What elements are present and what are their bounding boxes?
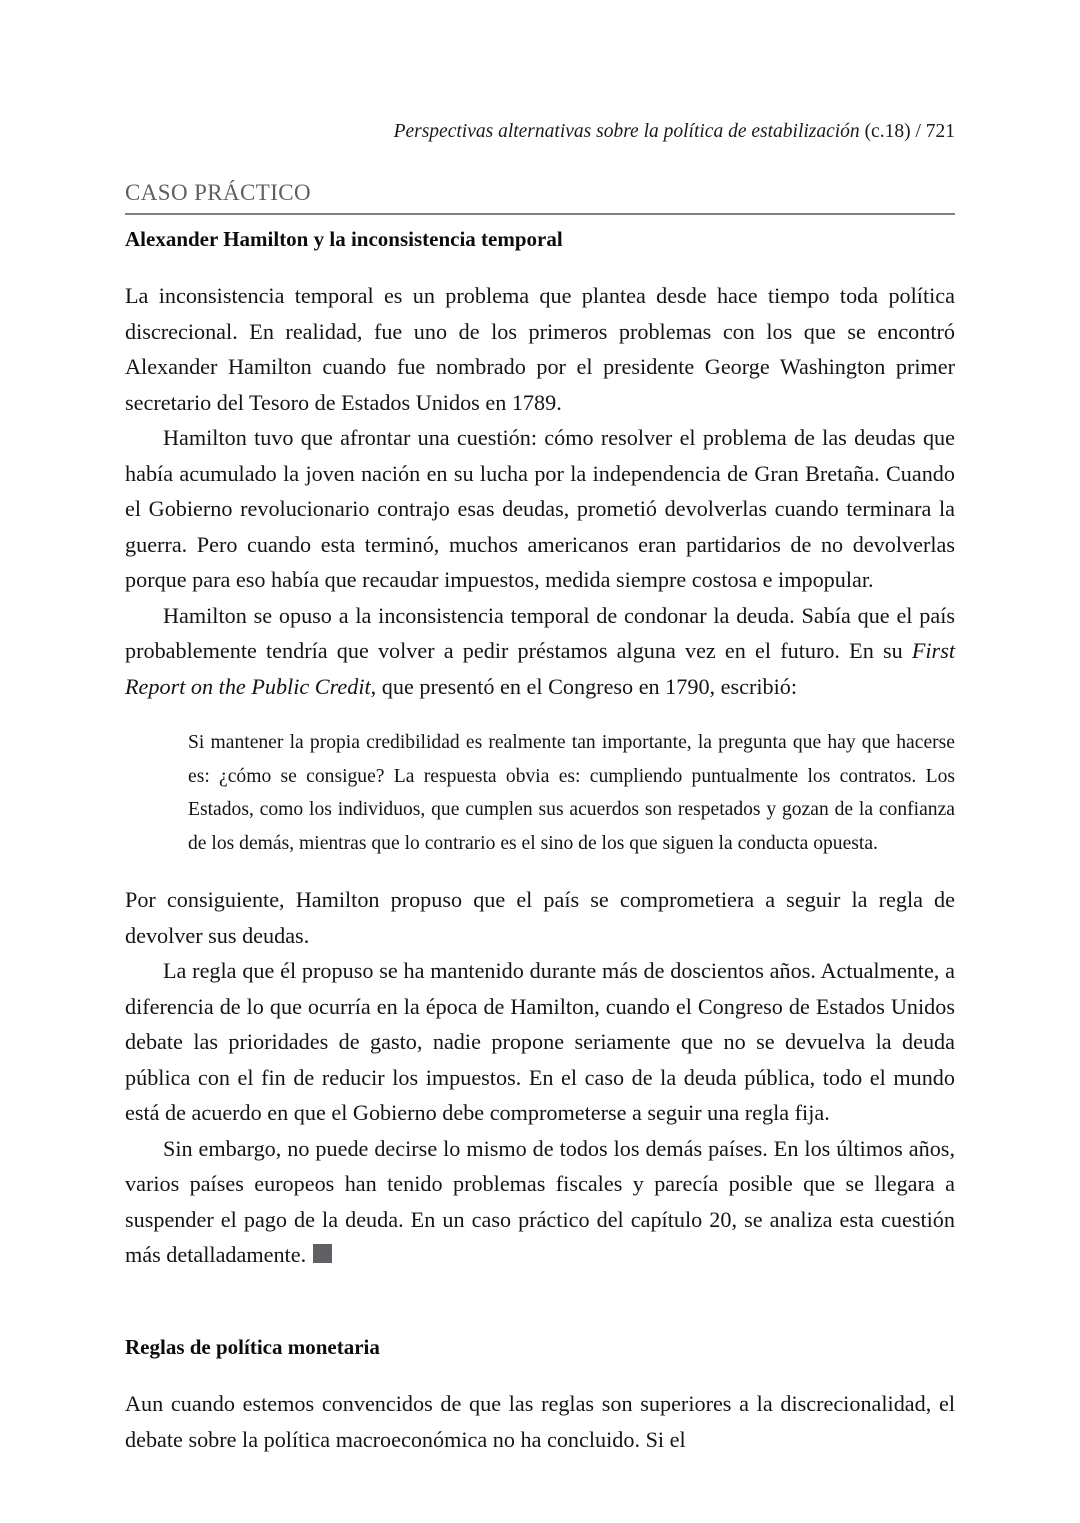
paragraph: La inconsistencia temporal es un problema que plantea desde hace tiempo toda política discrecional. En realidad, fue uno de los primeros problemas con los que se encontró Alexander Hamilton cuando fue nombrado por el presidente George Washington primer secretario del Tesoro de Estados Unidos en 1789. (125, 283, 955, 415)
blockquote-text: Si mantener la propia credibilidad es realmente tan importante, la pregunta que hay que hacerse es: ¿cómo se consigue? La respuesta obvia es: cumpliendo puntualmente los contratos. Los Estados, como los individuos, que cumplen sus acuerdos son respetados y gozan de la confianza de los demás, mientras que lo contrario es el sino de los que siguen la conducta opuesta. (188, 732, 955, 854)
section-spacer (125, 1273, 955, 1335)
case-study-divider (125, 213, 955, 215)
running-head-title: Perspectivas alternativas sobre la política de estabilización (393, 121, 860, 142)
paragraph: Aun cuando estemos convencidos de que las reglas son superiores a la discrecionalidad, el debate sobre la política macroeconómica no ha concluido. Si el (125, 1391, 955, 1452)
final-paragraph-text: Sin embargo, no puede decirse lo mismo de todos los demás países. En los últimos años, varios países europeos han tenido problemas fiscales y parecía posible que se llegara a suspender el pago de la deuda. En un caso práctico del capítulo 20, se analiza esta cuestión más detalladamente. (125, 1135, 955, 1268)
page-content (125, 180, 955, 1457)
subsection-title: Reglas de política monetaria (125, 1334, 380, 1359)
paragraph-final (125, 1131, 955, 1273)
report-title-italic: First Report on the Public Credit (125, 638, 955, 699)
case-study-title: Alexander Hamilton y la inconsistencia temporal (125, 227, 563, 252)
paragraph: La regla que él propuso se ha mantenido durante más de doscientos años. Actualmente, a diferencia de lo que ocurría en la época de Hamilton, cuando el Congreso de Estados Unidos debate las prioridades de gasto, nadie propone seriamente que no se devuelva la deuda pública con el fin de reducir los impuestos. En el caso de la deuda pública, todo el mundo está de acuerdo en que el Gobierno debe comprometerse a seguir una regla fija. (125, 958, 955, 1126)
paragraph: Por consiguiente, Hamilton propuso que el país se comprometiera a seguir la regla de devolver sus deudas. (125, 887, 955, 948)
case-study-label: CASO PRÁCTICO (125, 180, 312, 205)
blockquote (125, 726, 955, 860)
quote-lead-text-after: , que presentó en el Congreso en 1790, escribió: (370, 673, 798, 699)
end-of-case-marker-icon (313, 1244, 332, 1263)
paragraph-quote-lead (125, 598, 955, 705)
paragraph: Hamilton tuvo que afrontar una cuestión: cómo resolver el problema de las deudas que había acumulado la joven nación en su lucha por la independencia de Gran Bretaña. Cuando el Gobierno revolucionario contrajo esas deudas, prometió devolverlas cuando terminara la guerra. Pero cuando esta terminó, muchos americanos eran partidarios de no devolverlas porque para eso había que recaudar impuestos, medida siempre costosa e impopular. (125, 425, 955, 593)
quote-lead-text-before: Hamilton se opuso a la inconsistencia temporal de condonar la deuda. Sabía que el país probablemente tendría que volver a pedir préstamos alguna vez en el futuro. En su (125, 602, 955, 664)
running-head (125, 120, 955, 143)
running-head-folio: (c.18) / 721 (859, 121, 955, 142)
